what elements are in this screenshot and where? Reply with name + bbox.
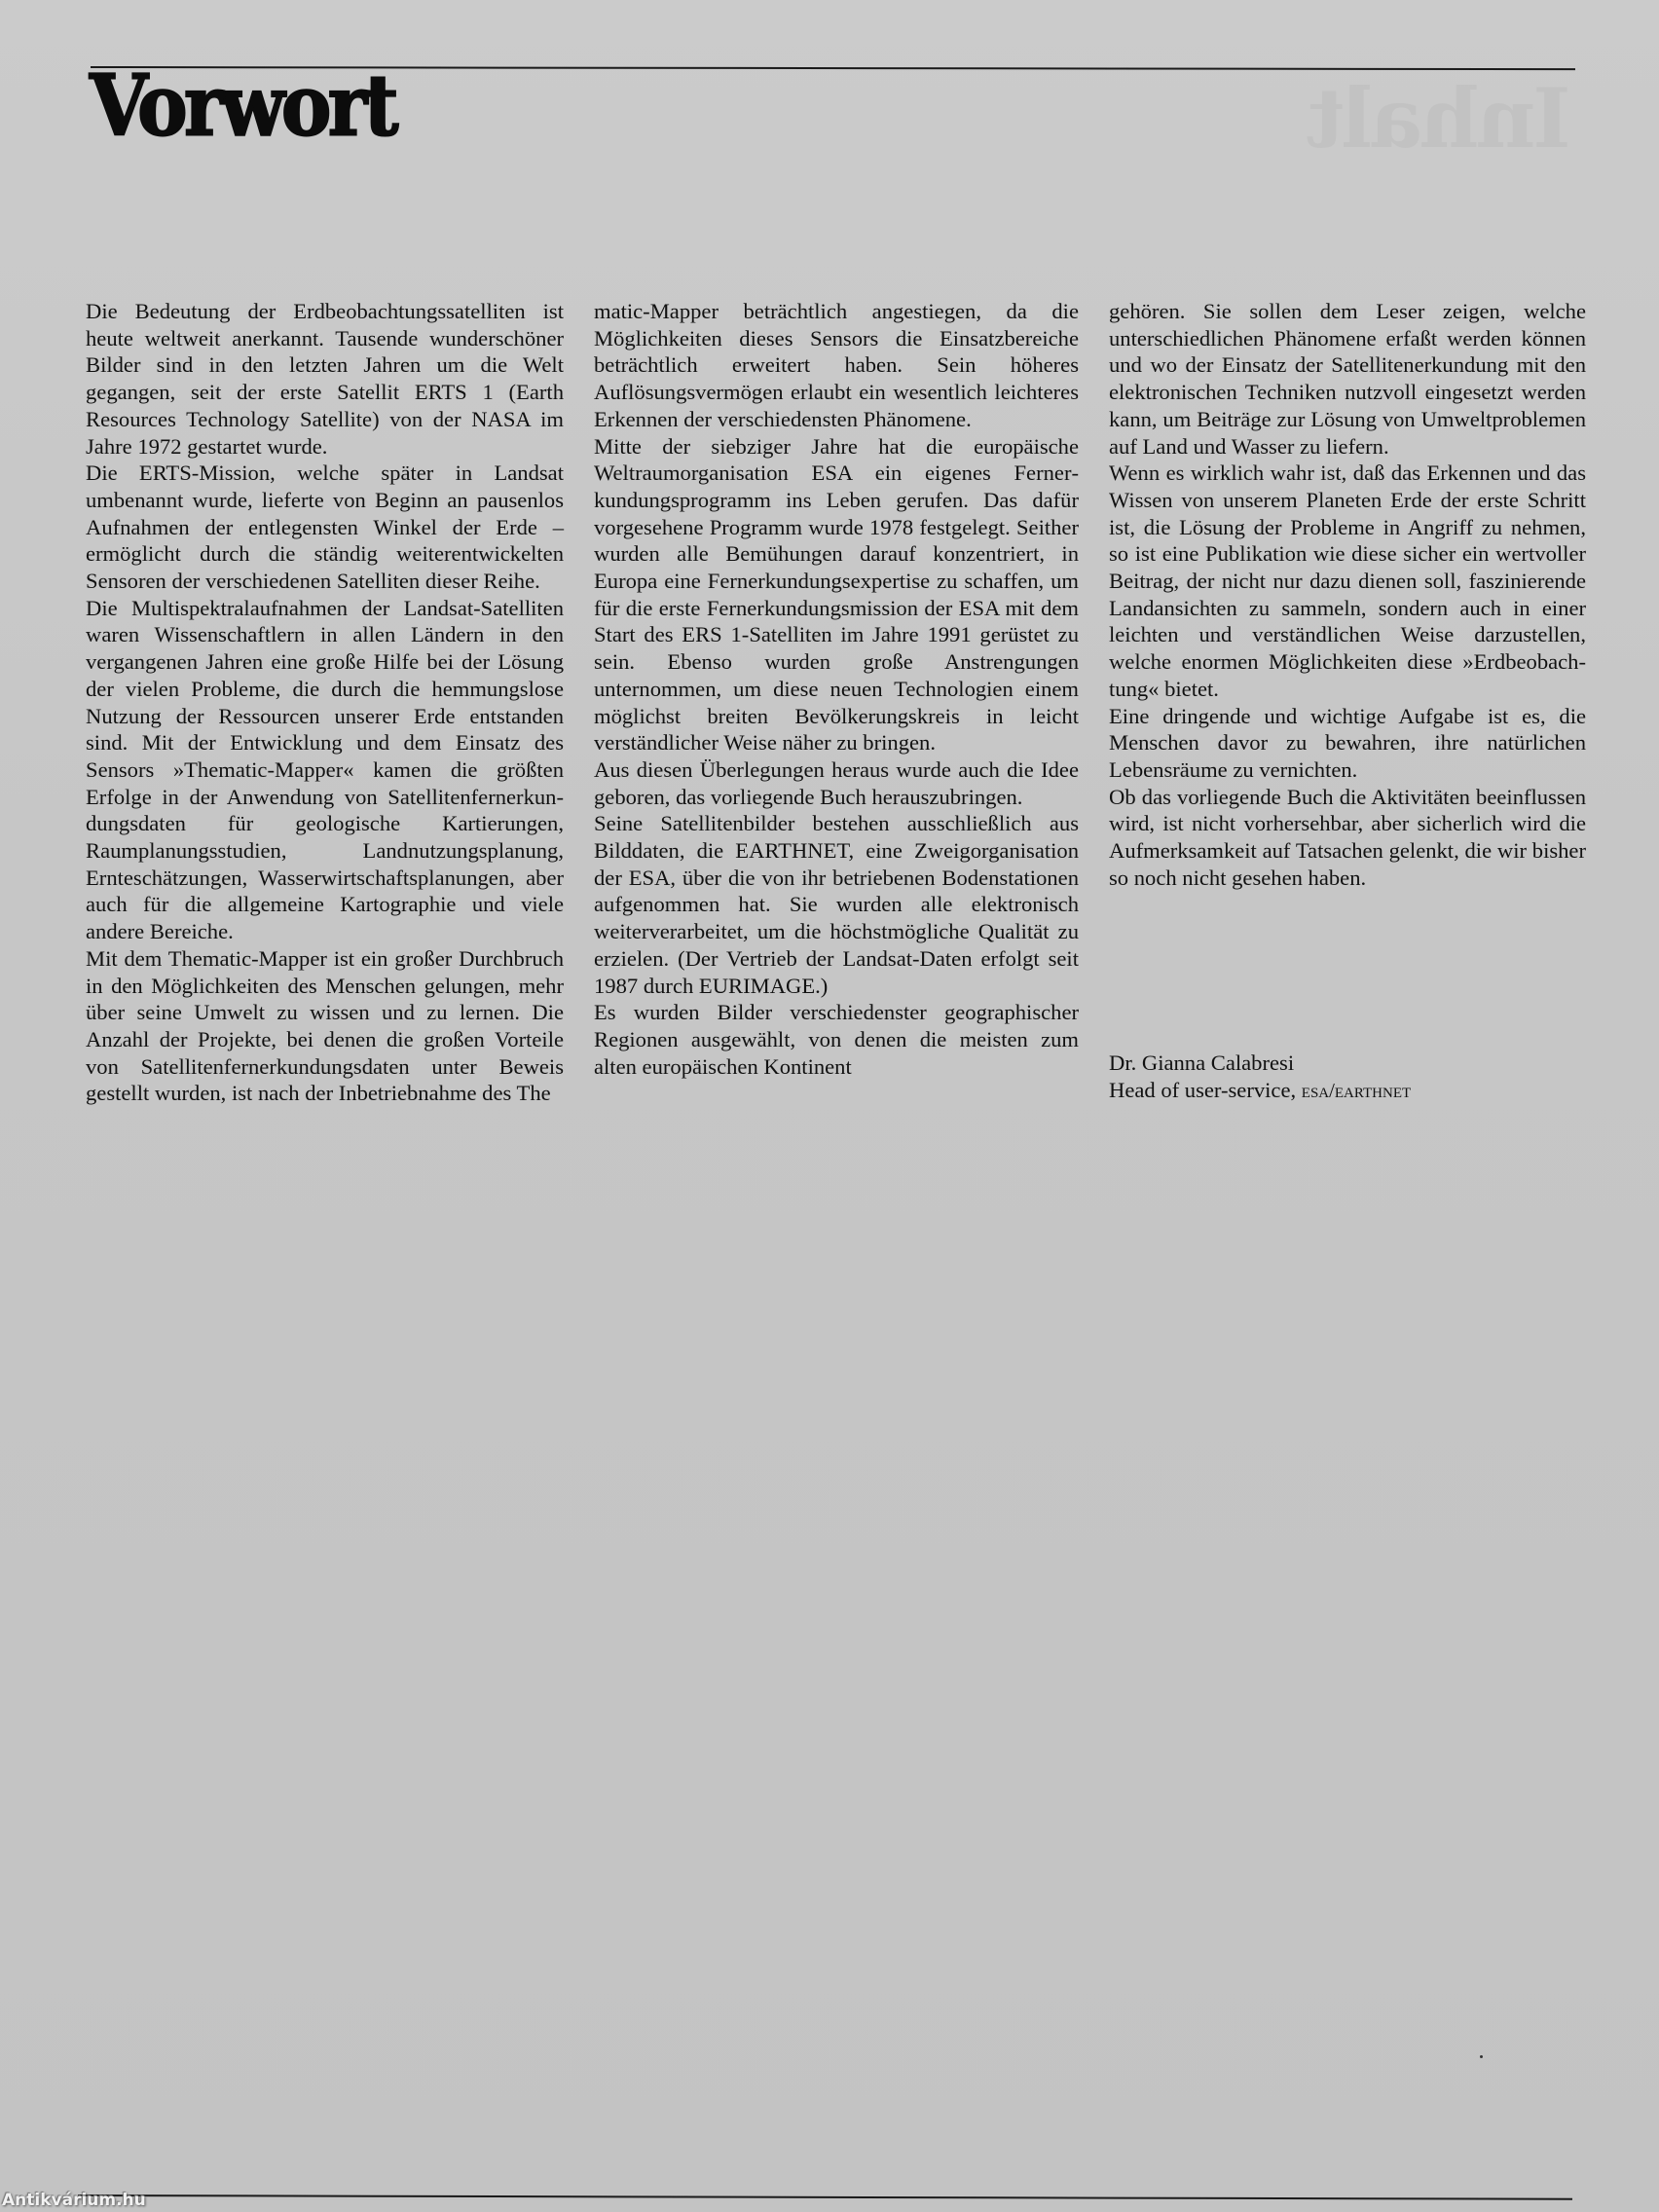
- paragraph: Mit dem Thematic-Mapper ist ein großer Durchbruch in den Möglichkeiten des Menschen gelungen, mehr über seine Umwelt zu wissen und zu lernen. Die Anzahl der Projekte, bei denen die großen Vorteile von Satellitenfernerkundungsdaten unter Beweis gestellt wurden, ist nach der Inbetriebnahme des The: [86, 945, 564, 1106]
- author-role-text: Head of user-service,: [1109, 1078, 1302, 1103]
- page-title: Vorwort: [90, 55, 395, 155]
- paragraph: Eine dringende und wichtige Aufgabe ist es, die Menschen davor zu bewahren, ihre natürlichen Lebensräume zu vernichten.: [1109, 703, 1586, 782]
- paper-speck: [1480, 2055, 1483, 2058]
- paragraph: Die Multispektralaufnahmen der Landsat-Satelliten waren Wissenschaftlern in allen Ländern in den vergangenen Jahren eine große Hilfe bei der Lösung der vielen Probleme, die durch die hemmungslose Nutzung der Ressourcen unserer Erde entstanden sind. Mit der Entwicklung und dem Einsatz des Sensors »Thematic-Mapper« kamen die größten Erfolge in der Anwendung von Satellitenfernerkundungsdaten für geologische Kartierungen, Raumplanungsstudien, Landnutzungsplanung, Ernteschätzungen, Wasserwirtschaftsplanungen, aber auch für die allgemeine Kartographie und viele andere Bereiche.: [86, 595, 564, 944]
- author-role: [1109, 1077, 1586, 1105]
- bottom-rule: [78, 2194, 1572, 2200]
- column-2: [594, 298, 1079, 1107]
- paragraph: Die ERTS-Mission, welche später in Landsat umbenannt wurde, lieferte von Beginn an pausenlos Aufnahmen der entlegensten Winkel der Erde – ermöglicht durch die ständig weiterentwickelten Sensoren der verschiedenen Satelliten dieser Reihe.: [86, 461, 564, 594]
- paragraph: Wenn es wirklich wahr ist, daß das Erkennen und das Wissen von unserem Planeten Erde der erste Schritt ist, die Lösung der Probleme in Angriff zu nehmen, so ist eine Publikation wie diese sicher ein wertvoller Beitrag, der nicht nur dazu dienen soll, faszinierende Landansichten zu sammeln, sondern auch in einer leichten und verständlichen Weise darzustellen, welche enormen Möglichkeiten diese »Erdbeobachtung« bietet.: [1109, 461, 1586, 701]
- paragraph: Ob das vorliegende Buch die Aktivitäten beeinflussen wird, ist nicht vorhersehbar, aber sicherlich wird die Aufmerksamkeit auf Tatsachen gelenkt, die wir bisher so noch nicht gesehen haben.: [1109, 784, 1586, 890]
- text-columns: [86, 298, 1585, 1107]
- watermark: Antikvárium.hu: [2, 2191, 146, 2210]
- signature-block: [1109, 1050, 1586, 1104]
- paragraph: gehören. Sie sollen dem Leser zeigen, welche unterschiedlichen Phänomene erfaßt werden können und wo der Einsatz der Satellitenerkundung mit den elektronischen Techniken nutzvoll eingesetzt werden kann, um Beiträge zur Lösung von Umweltproblemen auf Land und Wasser zu liefern.: [1109, 299, 1586, 459]
- author-name: Dr. Gianna Calabresi: [1109, 1051, 1295, 1076]
- paragraph: Aus diesen Überlegungen heraus wurde auch die Idee geboren, das vorliegende Buch herauszubringen.: [594, 756, 1079, 809]
- bleed-through-title: Inhalt: [1309, 70, 1571, 166]
- author-organization: esa/earthnet: [1301, 1080, 1412, 1103]
- paragraph: Es wurden Bilder verschiedenster geographischer Regionen ausgewählt, von denen die meisten zum alten europäischen Kontinent: [594, 1000, 1079, 1079]
- paragraph: Die Bedeutung der Erdbeobachtungssatelliten ist heute weltweit anerkannt. Tausende wunderschöner Bilder sind in den letzten Jahren um die Welt gegangen, seit der erste Satellit ERTS 1 (Earth Resources Technology Satellite) von der NASA im Jahre 1972 gestartet wurde.: [86, 299, 564, 459]
- paragraph: Seine Satellitenbilder bestehen ausschließlich aus Bilddaten, die EARTHNET, eine Zweigorganisation der ESA, über die von ihr betriebenen Bodenstationen aufgenommen hat. Sie wurden alle elektronisch weiterverarbeitet, um die höchstmögliche Qualität zu erzielen. (Der Vertrieb der Landsat-Daten erfolgt seit 1987 durch EURIMAGE.): [594, 811, 1079, 998]
- paragraph: Mitte der siebziger Jahre hat die europäische Weltraumorganisation ESA ein eigenes Fernerkundungsprogramm ins Leben gerufen. Das dafür vorgesehene Programm wurde 1978 festgelegt. Seither wurden alle Bemühungen darauf konzentriert, in Europa eine Fernerkundungsexpertise zu schaffen, um für die erste Fernerkundungsmission der ESA mit dem Start des ERS 1-Satelliten im Jahre 1991 gerüstet zu sein. Ebenso wurden große Anstrengungen unternommen, um diese neuen Technologien einem möglichst breiten Bevölkerungskreis in leicht verständlicher Weise näher zu bringen.: [594, 433, 1079, 756]
- paragraph: matic-Mapper beträchtlich angestiegen, da die Möglichkeiten dieses Sensors die Einsatzbereiche beträchtlich erweitert haben. Sein höheres Auflösungsvermögen erlaubt ein wesentlich leichteres Erkennen der verschiedensten Phänomene.: [594, 299, 1079, 431]
- column-1: [86, 298, 564, 1107]
- column-3: [1109, 298, 1586, 1107]
